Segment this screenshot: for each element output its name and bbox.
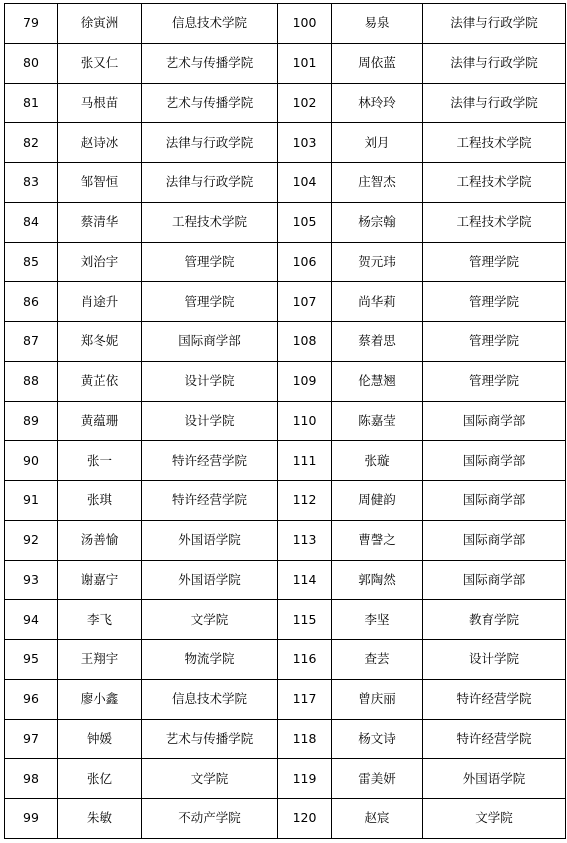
- entry-number-cell: 97: [5, 719, 58, 759]
- college-name-cell: 管理学院: [423, 242, 566, 282]
- person-name-cell: 钟媛: [58, 719, 142, 759]
- person-name-cell: 杨宗翰: [332, 202, 423, 242]
- table-row: [5, 123, 566, 163]
- college-name-cell: 法律与行政学院: [423, 83, 566, 123]
- entry-number-cell: 104: [278, 163, 332, 203]
- entry-number-cell: 79: [5, 4, 58, 44]
- table-row: [5, 600, 566, 640]
- person-name-cell: 周依蓝: [332, 43, 423, 83]
- person-name-cell: 曹謦之: [332, 520, 423, 560]
- person-name-cell: 林玲玲: [332, 83, 423, 123]
- entry-number-cell: 84: [5, 202, 58, 242]
- college-name-cell: 管理学院: [142, 242, 278, 282]
- table-row: [5, 282, 566, 322]
- table-row: [5, 719, 566, 759]
- college-name-cell: 法律与行政学院: [142, 163, 278, 203]
- college-name-cell: 国际商学部: [423, 441, 566, 481]
- college-name-cell: 国际商学部: [142, 322, 278, 362]
- entry-number-cell: 80: [5, 43, 58, 83]
- college-name-cell: 工程技术学院: [423, 123, 566, 163]
- table-row: [5, 640, 566, 680]
- person-name-cell: 张亿: [58, 759, 142, 799]
- college-name-cell: 特许经营学院: [423, 679, 566, 719]
- entry-number-cell: 109: [278, 361, 332, 401]
- entry-number-cell: 88: [5, 361, 58, 401]
- entry-number-cell: 102: [278, 83, 332, 123]
- person-name-cell: 贺元玮: [332, 242, 423, 282]
- person-name-cell: 庄智杰: [332, 163, 423, 203]
- person-name-cell: 尚华莉: [332, 282, 423, 322]
- table-row: [5, 759, 566, 799]
- table-row: [5, 799, 566, 839]
- table-row: [5, 4, 566, 44]
- person-name-cell: 刘月: [332, 123, 423, 163]
- person-name-cell: 王翔宇: [58, 640, 142, 680]
- college-name-cell: 设计学院: [423, 640, 566, 680]
- college-name-cell: 艺术与传播学院: [142, 83, 278, 123]
- table-row: [5, 520, 566, 560]
- table-row: [5, 202, 566, 242]
- person-name-cell: 雷美妍: [332, 759, 423, 799]
- entry-number-cell: 86: [5, 282, 58, 322]
- college-name-cell: 工程技术学院: [423, 163, 566, 203]
- college-name-cell: 国际商学部: [423, 401, 566, 441]
- college-name-cell: 法律与行政学院: [423, 4, 566, 44]
- roster-table: [4, 3, 566, 839]
- entry-number-cell: 119: [278, 759, 332, 799]
- college-name-cell: 设计学院: [142, 401, 278, 441]
- person-name-cell: 刘治宇: [58, 242, 142, 282]
- table-row: [5, 242, 566, 282]
- entry-number-cell: 113: [278, 520, 332, 560]
- person-name-cell: 赵诗冰: [58, 123, 142, 163]
- entry-number-cell: 106: [278, 242, 332, 282]
- entry-number-cell: 107: [278, 282, 332, 322]
- college-name-cell: 艺术与传播学院: [142, 719, 278, 759]
- table-row: [5, 679, 566, 719]
- person-name-cell: 郭陶然: [332, 560, 423, 600]
- entry-number-cell: 82: [5, 123, 58, 163]
- person-name-cell: 张璇: [332, 441, 423, 481]
- college-name-cell: 工程技术学院: [142, 202, 278, 242]
- person-name-cell: 易泉: [332, 4, 423, 44]
- person-name-cell: 查芸: [332, 640, 423, 680]
- entry-number-cell: 118: [278, 719, 332, 759]
- person-name-cell: 郑冬妮: [58, 322, 142, 362]
- entry-number-cell: 116: [278, 640, 332, 680]
- person-name-cell: 汤善愉: [58, 520, 142, 560]
- college-name-cell: 教育学院: [423, 600, 566, 640]
- entry-number-cell: 92: [5, 520, 58, 560]
- person-name-cell: 赵宸: [332, 799, 423, 839]
- college-name-cell: 国际商学部: [423, 481, 566, 521]
- entry-number-cell: 101: [278, 43, 332, 83]
- person-name-cell: 蔡着思: [332, 322, 423, 362]
- entry-number-cell: 89: [5, 401, 58, 441]
- table-row: [5, 43, 566, 83]
- person-name-cell: 伦慧翘: [332, 361, 423, 401]
- college-name-cell: 管理学院: [423, 361, 566, 401]
- person-name-cell: 张一: [58, 441, 142, 481]
- entry-number-cell: 83: [5, 163, 58, 203]
- college-name-cell: 法律与行政学院: [142, 123, 278, 163]
- college-name-cell: 文学院: [142, 759, 278, 799]
- college-name-cell: 外国语学院: [142, 520, 278, 560]
- entry-number-cell: 81: [5, 83, 58, 123]
- entry-number-cell: 87: [5, 322, 58, 362]
- college-name-cell: 外国语学院: [423, 759, 566, 799]
- entry-number-cell: 95: [5, 640, 58, 680]
- entry-number-cell: 115: [278, 600, 332, 640]
- entry-number-cell: 110: [278, 401, 332, 441]
- table-row: [5, 481, 566, 521]
- entry-number-cell: 108: [278, 322, 332, 362]
- table-row: [5, 560, 566, 600]
- entry-number-cell: 112: [278, 481, 332, 521]
- table-row: [5, 401, 566, 441]
- entry-number-cell: 114: [278, 560, 332, 600]
- entry-number-cell: 91: [5, 481, 58, 521]
- college-name-cell: 不动产学院: [142, 799, 278, 839]
- college-name-cell: 设计学院: [142, 361, 278, 401]
- table-row: [5, 361, 566, 401]
- person-name-cell: 马根苗: [58, 83, 142, 123]
- person-name-cell: 陈嘉莹: [332, 401, 423, 441]
- person-name-cell: 廖小鑫: [58, 679, 142, 719]
- person-name-cell: 朱敏: [58, 799, 142, 839]
- college-name-cell: 特许经营学院: [142, 441, 278, 481]
- person-name-cell: 黄芷依: [58, 361, 142, 401]
- entry-number-cell: 105: [278, 202, 332, 242]
- person-name-cell: 曾庆丽: [332, 679, 423, 719]
- college-name-cell: 信息技术学院: [142, 4, 278, 44]
- person-name-cell: 黄蕴珊: [58, 401, 142, 441]
- person-name-cell: 张又仁: [58, 43, 142, 83]
- entry-number-cell: 103: [278, 123, 332, 163]
- entry-number-cell: 111: [278, 441, 332, 481]
- table-row: [5, 163, 566, 203]
- entry-number-cell: 85: [5, 242, 58, 282]
- college-name-cell: 艺术与传播学院: [142, 43, 278, 83]
- person-name-cell: 徐寅洲: [58, 4, 142, 44]
- college-name-cell: 国际商学部: [423, 560, 566, 600]
- entry-number-cell: 117: [278, 679, 332, 719]
- person-name-cell: 肖途升: [58, 282, 142, 322]
- roster-table-body: [5, 4, 566, 839]
- person-name-cell: 谢嘉宁: [58, 560, 142, 600]
- college-name-cell: 特许经营学院: [142, 481, 278, 521]
- person-name-cell: 李飞: [58, 600, 142, 640]
- college-name-cell: 信息技术学院: [142, 679, 278, 719]
- college-name-cell: 法律与行政学院: [423, 43, 566, 83]
- person-name-cell: 张琪: [58, 481, 142, 521]
- college-name-cell: 管理学院: [142, 282, 278, 322]
- person-name-cell: 邹智恒: [58, 163, 142, 203]
- entry-number-cell: 90: [5, 441, 58, 481]
- college-name-cell: 国际商学部: [423, 520, 566, 560]
- person-name-cell: 蔡清华: [58, 202, 142, 242]
- entry-number-cell: 93: [5, 560, 58, 600]
- entry-number-cell: 98: [5, 759, 58, 799]
- college-name-cell: 物流学院: [142, 640, 278, 680]
- college-name-cell: 外国语学院: [142, 560, 278, 600]
- person-name-cell: 杨文诗: [332, 719, 423, 759]
- table-row: [5, 441, 566, 481]
- college-name-cell: 文学院: [423, 799, 566, 839]
- college-name-cell: 特许经营学院: [423, 719, 566, 759]
- entry-number-cell: 99: [5, 799, 58, 839]
- college-name-cell: 工程技术学院: [423, 202, 566, 242]
- table-row: [5, 322, 566, 362]
- college-name-cell: 管理学院: [423, 282, 566, 322]
- person-name-cell: 周健韵: [332, 481, 423, 521]
- person-name-cell: 李坚: [332, 600, 423, 640]
- table-row: [5, 83, 566, 123]
- college-name-cell: 文学院: [142, 600, 278, 640]
- entry-number-cell: 100: [278, 4, 332, 44]
- college-name-cell: 管理学院: [423, 322, 566, 362]
- entry-number-cell: 120: [278, 799, 332, 839]
- entry-number-cell: 94: [5, 600, 58, 640]
- entry-number-cell: 96: [5, 679, 58, 719]
